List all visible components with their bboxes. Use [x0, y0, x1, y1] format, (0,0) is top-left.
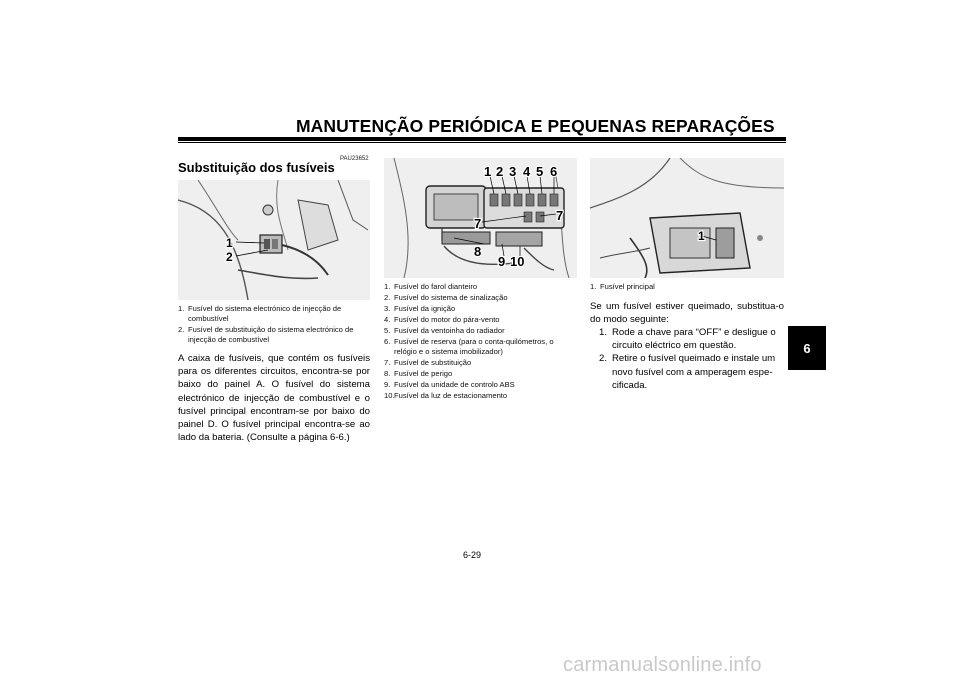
step-item — [590, 326, 784, 352]
photo-fuel-injection-fuse — [178, 180, 370, 300]
caption-item — [178, 304, 370, 324]
caption-item — [384, 326, 574, 336]
caption-item — [384, 282, 574, 292]
callout-9: 9 — [498, 254, 506, 269]
callout-6: 6 — [550, 164, 558, 179]
caption-number: 8. — [384, 369, 391, 378]
callout-3: 3 — [509, 164, 517, 179]
photo-fuse-box — [384, 158, 577, 278]
photo2-captions — [384, 282, 574, 402]
photo-main-fuse — [590, 158, 784, 278]
callout-2: 2 — [496, 164, 504, 179]
caption-text: Fusível principal — [600, 282, 655, 291]
caption-text: Fusível do farol dianteiro — [394, 282, 478, 291]
caption-number: 1. — [384, 282, 391, 291]
caption-text: Fusível da luz de estacionamento — [394, 391, 508, 400]
caption-item — [384, 358, 574, 368]
caption-number: 7. — [384, 358, 391, 367]
photo-main-fuse-drawing — [590, 158, 784, 278]
callout-8: 8 — [474, 244, 482, 259]
caption-item — [178, 325, 370, 345]
caption-number: 9. — [384, 380, 391, 389]
callout-2: 2 — [226, 250, 233, 264]
caption-text: Fusível de perigo — [394, 369, 453, 378]
callout-7-right: 7 — [556, 208, 564, 223]
step-text: Rode a chave para “OFF” e desligue o circuito eléctrico em questão. — [612, 327, 776, 352]
caption-text: Fusível do motor do pára-vento — [394, 315, 500, 324]
page-number: 6-29 — [463, 550, 482, 560]
caption-item — [384, 337, 574, 357]
caption-number: 4. — [384, 315, 391, 324]
caption-text: Fusível de substituição do sistema electrónico de injecção de combustível — [188, 325, 354, 344]
caption-number: 2. — [384, 293, 391, 302]
caption-item — [384, 380, 574, 390]
watermark: carmanualsonline.info — [563, 654, 762, 676]
intro-paragraph: A caixa de fusíveis, que contém os fusíveis para os diferentes circuitos, encontra-se por baixo do painel A. O fusível do sistema electrónico de injecção de combustível e o fusível principal encontram-se por baixo do painel D. O fusível principal encontra-se ao lado da bateria. (Consulte a página 6-6.) — [178, 353, 370, 444]
caption-number: 3. — [384, 304, 391, 313]
callout-1: 1 — [484, 164, 492, 179]
photo-fuse-box-drawing — [384, 158, 577, 278]
caption-item — [590, 282, 784, 292]
step-item — [590, 352, 784, 392]
caption-number: 10. — [384, 391, 395, 400]
caption-item — [384, 304, 574, 314]
callout-4: 4 — [523, 164, 531, 179]
reference-code: PAU23652 — [340, 156, 369, 162]
chapter-tab: 6 — [788, 326, 826, 370]
section-heading: Substituição dos fusíveis — [178, 160, 335, 175]
title-rule-thin — [178, 142, 786, 143]
caption-number: 2. — [178, 325, 185, 334]
caption-text: Fusível da ignição — [394, 304, 456, 313]
photo-fuel-injection-fuse-drawing — [178, 180, 370, 300]
caption-text: Fusível de substituição — [394, 358, 472, 367]
callout-5: 5 — [536, 164, 544, 179]
replacement-steps — [590, 326, 784, 392]
caption-item — [384, 315, 574, 325]
callout-1: 1 — [698, 229, 705, 243]
replace-intro: Se um fusível estiver queimado, substitua-o do modo seguinte: — [590, 301, 784, 326]
callout-10: 10 — [510, 254, 525, 269]
step-number: 1. — [599, 327, 608, 338]
step-number: 2. — [599, 353, 608, 365]
photo3-captions — [590, 282, 784, 293]
caption-text: Fusível de reserva (para o conta-quilómetros, o relógio e o sistema imobilizador) — [394, 337, 554, 356]
step-text: Retire o fusível queimado e instale um novo fusível com a amperagem espe-cificada. — [612, 353, 776, 391]
caption-number: 1. — [178, 304, 185, 313]
callout-1: 1 — [226, 236, 233, 250]
caption-text: Fusível do sistema de sinalização — [394, 293, 508, 302]
caption-number: 5. — [384, 326, 391, 335]
caption-number: 6. — [384, 337, 391, 346]
photo1-captions — [178, 304, 370, 346]
caption-text: Fusível da ventoinha do radiador — [394, 326, 505, 335]
caption-number: 1. — [590, 282, 597, 291]
caption-text: Fusível da unidade de controlo ABS — [394, 380, 515, 389]
caption-item — [384, 369, 574, 379]
callout-7-left: 7 — [474, 216, 482, 231]
page-title: MANUTENÇÃO PERIÓDICA E PEQUENAS REPARAÇÕES — [296, 116, 775, 136]
title-rule — [178, 137, 786, 141]
caption-text: Fusível do sistema electrónico de injecção de combustível — [188, 304, 342, 323]
caption-item — [384, 293, 574, 303]
caption-item — [384, 391, 574, 401]
